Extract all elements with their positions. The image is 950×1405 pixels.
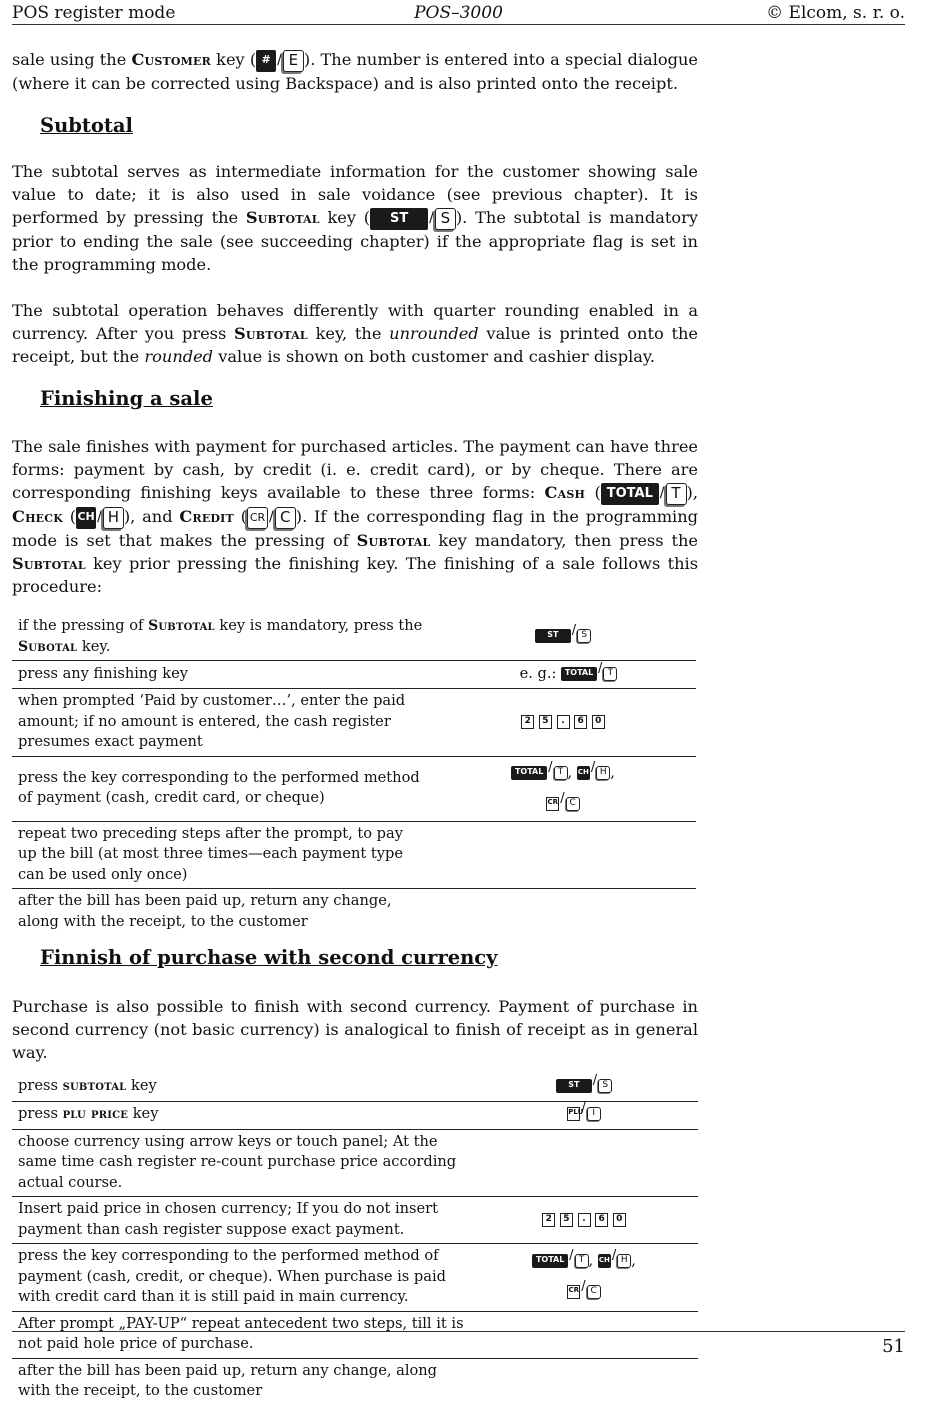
cash-keyword: Cash <box>544 483 586 502</box>
step-keys <box>470 1129 698 1197</box>
plu-price-keyword: plu price <box>62 1106 129 1123</box>
step-text: press the key corresponding to the performed method of payment (cash, credit card, or cheque) <box>12 756 430 821</box>
dot-key-icon: . <box>557 715 570 729</box>
step-text-part: key is mandatory, press the <box>214 617 423 634</box>
table-row <box>12 689 696 757</box>
step-text <box>12 614 430 661</box>
finishing-text-d: . If the corresponding flag in the programming mode is set that makes the pressing of <box>12 507 699 550</box>
cr-key-icon: CR <box>567 1285 580 1299</box>
second-currency-heading: Finnish of purchase with second currency <box>40 946 498 969</box>
subtotal-p1-text-a: The subtotal serves as intermediate information for the customer showing sale value to date; it is also used in sale voidance (see previous chapter). It is performed by pressing the <box>12 162 698 227</box>
cr-key-icon: CR <box>546 797 559 811</box>
t-key-icon: T <box>666 483 687 505</box>
s-key-icon: S <box>577 629 591 643</box>
s-key-icon: S <box>435 208 456 230</box>
table-row <box>12 1358 698 1405</box>
step-keys <box>470 1311 698 1358</box>
finishing-text-f: key prior pressing the finishing key. The finishing of a sale follows this procedure: <box>12 554 698 596</box>
subtotal-p1-text-b: key ( <box>319 208 371 227</box>
step-keys <box>430 889 696 936</box>
digit-6-key-icon: 6 <box>595 1213 608 1227</box>
digit-6-key-icon: 6 <box>574 715 587 729</box>
payment-keys-line-1: TOTAL / T , CH / H , <box>431 758 695 789</box>
step-text-part: key. <box>77 637 111 655</box>
step-text: repeat two preceding steps after the prompt, to pay up the bill (at most three times—each payment type can be used only once) <box>12 821 430 889</box>
page-footer-rule <box>12 1331 905 1332</box>
table-row <box>12 1129 698 1197</box>
ch-key-icon: CH <box>76 507 96 529</box>
total-key-icon: TOTAL <box>511 766 547 780</box>
subtotal-keyword: Subtotal <box>234 324 308 343</box>
st-key-icon: ST <box>370 208 428 230</box>
t-key-icon: T <box>575 1254 589 1268</box>
customer-keyword: Customer <box>131 50 211 69</box>
subtotal-keyword: Subtotal <box>12 554 86 573</box>
total-key-icon: TOTAL <box>532 1254 568 1268</box>
check-keyword: Check <box>12 507 63 526</box>
key-separator: / <box>581 1279 586 1295</box>
plu-key-icon: PLU <box>567 1107 580 1121</box>
digit-5-key-icon: 5 <box>539 715 552 729</box>
table-row <box>12 1101 698 1129</box>
step-keys <box>470 1358 698 1405</box>
step-text-part: if the pressing of <box>18 617 149 634</box>
second-currency-paragraph: Purchase is also possible to finish with second currency. Payment of purchase in second currency (not basic currency) is analogical to finish of receipt as in general way. <box>12 997 698 1062</box>
step-text: press the key corresponding to the performed method of payment (cash, credit, or cheque). When purchase is paid with credit card than it is still paid in main currency. <box>12 1244 470 1312</box>
subtotal-p2-text-a: The subtotal operation behaves differently with quarter rounding enabled in a currency. After you press <box>12 301 698 343</box>
st-key-icon: ST <box>535 629 571 643</box>
step-text: choose currency using arrow keys or touch panel; At the same time cash register re-count purchase price according actual course. <box>12 1129 470 1197</box>
step-keys <box>470 1101 698 1129</box>
c-key-icon: C <box>587 1285 601 1299</box>
page-header <box>12 2 905 25</box>
finishing-text-a: The sale finishes with payment for purchased articles. The payment can have three forms: payment by cash, by credit (i. e. credit card), or by cheque. There are corresponding finishing keys available to these three forms: <box>12 437 698 502</box>
payment-keys-line-2 <box>431 789 695 820</box>
table-row <box>12 1311 698 1358</box>
subtotal-p2-text-d: value is shown on both customer and cashier display. <box>213 347 656 366</box>
e-key-icon: E <box>283 50 304 72</box>
payment-keys-line-1: TOTAL / T , CH / H , <box>471 1246 697 1277</box>
step-keys <box>430 614 696 661</box>
key-separator: / <box>598 660 603 676</box>
step-text: after the bill has been paid up, return any change, along with the receipt, to the customer <box>18 1361 438 1399</box>
step-text-part: key <box>126 1076 157 1094</box>
finishing-text-c: , and <box>130 507 180 526</box>
finishing-heading: Finishing a sale <box>40 387 213 410</box>
intro-text-1: sale using the <box>12 50 132 69</box>
credit-keyword: Credit <box>179 507 234 526</box>
key-separator: / <box>569 1248 574 1264</box>
key-separator: / <box>97 509 102 525</box>
h-key-icon: H <box>596 766 610 780</box>
step-text-part: press <box>18 1076 63 1094</box>
cr-key-icon: CR <box>247 507 268 529</box>
step-keys <box>430 689 696 757</box>
key-separator: / <box>269 509 274 525</box>
rounded-emphasis: rounded <box>144 347 214 366</box>
step-keys <box>430 661 696 689</box>
h-key-icon: H <box>103 507 124 529</box>
step-text: After prompt „PAY-UP“ repeat antecedent two steps, till it is not paid hole price of purchase. <box>12 1311 470 1358</box>
payment-keys-line-2 <box>471 1277 697 1308</box>
step-text: after the bill has been paid up, return any change, along with the receipt, to the customer <box>18 892 392 930</box>
key-separator: / <box>581 1101 586 1117</box>
table-row <box>12 756 696 821</box>
subtotal-keyword: Subtotal <box>356 531 431 550</box>
step-text: press any finishing key <box>12 661 430 689</box>
table-row <box>12 1244 698 1312</box>
key-separator: / <box>548 759 553 775</box>
t-key-icon: T <box>554 766 568 780</box>
header-copyright: © Elcom, s. r. o. <box>766 3 905 23</box>
table-row <box>12 661 696 689</box>
subtotal-p2-text-b: key, the <box>307 324 390 343</box>
st-key-icon: ST <box>556 1079 592 1093</box>
step-text <box>12 1101 470 1129</box>
finishing-text-b: , <box>692 483 698 502</box>
t-key-icon: T <box>603 667 617 681</box>
table-row <box>12 614 696 661</box>
digit-0-key-icon: 0 <box>592 715 605 729</box>
key-separator: / <box>560 790 565 806</box>
unrounded-emphasis: unrounded <box>389 324 479 343</box>
subtotal-p1-text-c: ). The subtotal is mandatory prior to ending the sale (see succeeding chapter) if the appropriate flag is set in the programming mode. <box>12 208 698 274</box>
finishing-text-e: key mandatory, then press the <box>430 531 698 550</box>
page-number: 51 <box>882 1336 905 1357</box>
step-text-part: press <box>18 1105 63 1123</box>
table-row <box>12 821 696 889</box>
step-text: Insert paid price in chosen currency; If you do not insert payment than cash register suppose exact payment. <box>12 1197 470 1244</box>
second-currency-steps-table <box>12 1072 698 1405</box>
c-key-icon: C <box>566 797 580 811</box>
subtotal-paragraph-2 <box>12 299 698 368</box>
ch-key-icon: CH <box>577 766 590 780</box>
customer-key-icon: # <box>256 50 276 72</box>
h-key-icon: H <box>617 1254 631 1268</box>
step-keys <box>470 1072 698 1101</box>
digit-0-key-icon: 0 <box>613 1213 626 1227</box>
header-section-title: POS register mode <box>12 3 176 23</box>
step-keys <box>470 1244 698 1312</box>
dot-key-icon: . <box>578 1213 591 1227</box>
table-row <box>12 1072 698 1101</box>
i-key-icon: I <box>587 1107 601 1121</box>
example-label: e. g.: <box>519 664 557 682</box>
key-separator: / <box>611 1248 617 1264</box>
step-text: when prompted ‘Paid by customer…’, enter the paid amount; if no amount is entered, the cash register presumes exact payment <box>12 689 430 757</box>
digit-2-key-icon: 2 <box>521 715 534 729</box>
subtotal-heading: Subtotal <box>40 114 133 137</box>
document-body <box>12 48 698 1405</box>
subtotal-keyword: subtotal <box>62 1077 127 1094</box>
subtotal-keyword: Subtotal <box>245 208 320 227</box>
table-row <box>12 889 696 936</box>
key-separator: / <box>571 623 577 639</box>
c-key-icon: C <box>275 507 296 529</box>
subtotal-keyword: Subotal <box>18 638 78 655</box>
step-text <box>12 1072 470 1101</box>
header-product-name: POS–3000 <box>414 3 503 23</box>
ch-key-icon: CH <box>598 1254 611 1268</box>
step-keys <box>470 1197 698 1244</box>
finishing-paragraph: The sale finishes with payment for purchased articles. The payment can have three forms: payment by cash, by credit (i. e. credit card), or by cheque. There are corresponding finishing keys available to these three forms: Cash ( TOTAL / T ), Check (CH / H ), and Credit ( CR / C ). If the corresponding flag in the programming mode is set that makes the pressing of Subtotal key mandatory, then press the Subtotal key prior pressing the finishing key. The finishing of a sale follows this procedure: <box>12 437 699 596</box>
key-separator: / <box>429 210 434 226</box>
subtotal-p2-text-c: value is printed onto the receipt, but the <box>12 324 698 366</box>
finishing-steps-table <box>12 614 696 935</box>
intro-paragraph <box>12 48 698 95</box>
digit-2-key-icon: 2 <box>542 1213 555 1227</box>
intro-text-2: key ( <box>210 50 257 69</box>
key-separator: / <box>659 485 665 501</box>
subtotal-keyword: Subtotal <box>148 618 215 634</box>
step-keys <box>430 821 696 889</box>
table-row <box>12 1197 698 1244</box>
total-key-icon: TOTAL <box>561 667 597 681</box>
key-separator: / <box>590 759 596 775</box>
key-separator: / <box>592 1072 598 1088</box>
intro-text-3: ). The number is entered into a special dialogue (where it can be corrected using Backspace) and is also printed onto the receipt. <box>12 50 698 93</box>
key-separator: / <box>277 52 282 68</box>
subtotal-paragraph-1 <box>12 160 698 276</box>
total-key-icon: TOTAL <box>601 483 659 505</box>
digit-5-key-icon: 5 <box>560 1213 573 1227</box>
step-text-part: key <box>128 1105 159 1123</box>
s-key-icon: S <box>598 1079 612 1093</box>
step-keys <box>430 756 696 821</box>
